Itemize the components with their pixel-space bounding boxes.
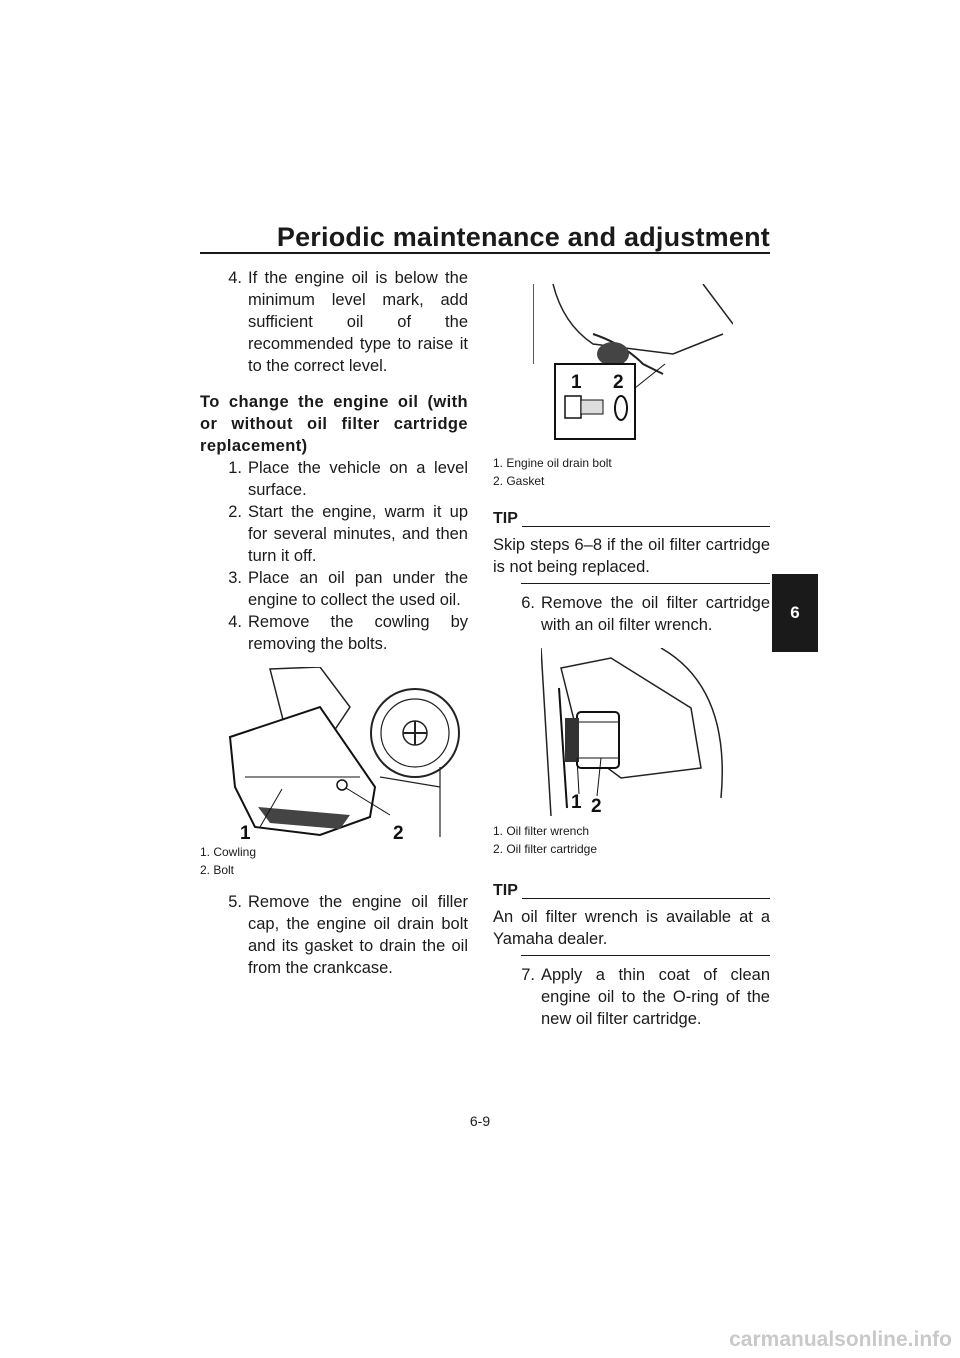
- callout-2: 2: [591, 796, 602, 816]
- step-text: Remove the cowling by removing the bolts.: [248, 613, 468, 653]
- step-text: Place the vehicle on a level surface.: [248, 459, 468, 499]
- step-1: [200, 457, 468, 501]
- caption-item: 1. Engine oil drain bolt: [493, 456, 612, 470]
- caption-item: 1. Oil filter wrench: [493, 824, 590, 838]
- tip-text: An oil filter wrench is available at a Yamaha dealer.: [493, 908, 770, 948]
- right-column: [493, 284, 770, 1030]
- tip-rule: [522, 898, 770, 899]
- tip-end-rule: [521, 583, 770, 584]
- left-column: [200, 267, 468, 979]
- caption-item: 2. Bolt: [200, 863, 235, 877]
- step-text: Start the engine, warm it up for several minutes, and then turn it off.: [248, 503, 468, 565]
- step-2: [200, 501, 468, 567]
- step-text: If the engine oil is below the minimum level mark, add sufficient oil of the recommended type to raise it to the correct level.: [248, 269, 468, 375]
- drain-bolt-illustration: [533, 284, 733, 444]
- oil-filter-illustration: [541, 648, 731, 816]
- tip-label: TIP: [493, 510, 518, 527]
- step-number: 4.: [228, 613, 242, 631]
- callout-2: 2: [613, 372, 624, 393]
- step-6: [493, 592, 770, 636]
- page-number: 6-9: [469, 1113, 491, 1129]
- section-heading: To change the engine oil (with or without oil filter cartridge replacement): [200, 393, 468, 455]
- callout-1: 1: [240, 823, 251, 843]
- callout-1: 1: [571, 792, 582, 813]
- tip-label: TIP: [493, 882, 518, 899]
- cowling-figure: [200, 667, 468, 843]
- figure-caption: [493, 454, 770, 490]
- step-number: 7.: [521, 966, 535, 984]
- step-text: Apply a thin coat of clean engine oil to the O-ring of the new oil filter cartridge.: [541, 966, 770, 1028]
- step-number: 1.: [228, 459, 242, 477]
- step-text: Remove the engine oil filler cap, the engine oil drain bolt and its gasket to drain the oil from the crankcase.: [248, 893, 468, 977]
- step-number: 3.: [228, 569, 242, 587]
- caption-item: 2. Gasket: [493, 474, 545, 488]
- figure-caption: [200, 843, 468, 879]
- step-3: [200, 567, 468, 611]
- header-rule: [200, 252, 770, 254]
- step-7: [493, 964, 770, 1030]
- step-4-oil-level: [200, 267, 468, 377]
- caption-item: 2. Oil filter cartridge: [493, 842, 598, 856]
- callout-1: 1: [571, 372, 582, 393]
- step-4: [200, 611, 468, 655]
- cowling-illustration: [200, 667, 468, 843]
- step-text: Remove the oil filter cartridge with an oil filter wrench.: [541, 594, 770, 634]
- tip-heading: [493, 508, 770, 530]
- step-text: Place an oil pan under the engine to collect the used oil.: [248, 569, 468, 609]
- watermark: carmanualsonline.info: [729, 1328, 952, 1351]
- oil-filter-figure: [541, 648, 731, 816]
- tip-box: [493, 508, 770, 584]
- page-title: Periodic maintenance and adjustment: [276, 222, 770, 252]
- drain-bolt-figure: [533, 284, 733, 444]
- tip-text: Skip steps 6–8 if the oil filter cartridge is not being replaced.: [493, 536, 770, 576]
- tip-heading: [493, 880, 770, 902]
- step-number: 2.: [228, 503, 242, 521]
- step-number: 5.: [228, 893, 242, 911]
- step-5: [200, 891, 468, 979]
- tip-rule: [522, 526, 770, 527]
- caption-item: 1. Cowling: [200, 845, 257, 859]
- figure-caption: [493, 822, 770, 858]
- callout-2: 2: [393, 823, 404, 843]
- step-number: 6.: [521, 594, 535, 612]
- tip-end-rule: [521, 955, 770, 956]
- chapter-tab: 6: [772, 574, 818, 652]
- tip-box: [493, 880, 770, 956]
- step-number: 4.: [228, 269, 242, 287]
